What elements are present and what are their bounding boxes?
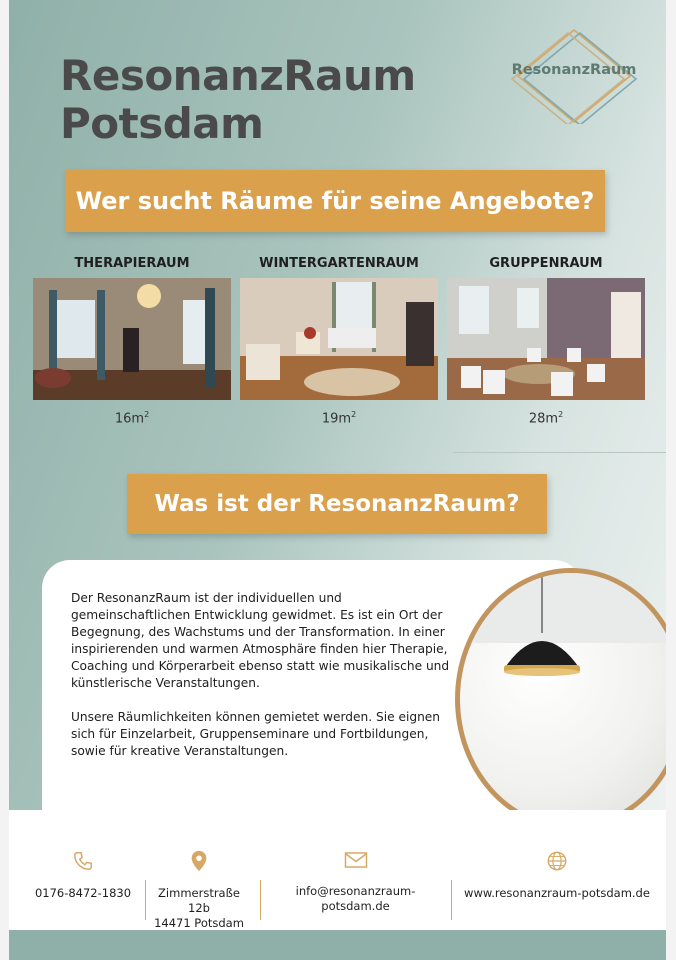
phone-link[interactable]: 0176-8472-1830 (34, 886, 132, 900)
page-title (60, 52, 416, 148)
address-city: 14471 Potsdam (154, 916, 244, 930)
about-banner: Was ist der ResonanzRaum? (127, 474, 547, 534)
address-street: Zimmerstraße 12b (158, 886, 240, 915)
envelope-icon (344, 850, 368, 870)
email-link[interactable]: info@resonanzraum-potsdam.de (295, 884, 416, 913)
title-line-1: ResonanzRaum (60, 51, 416, 100)
contact-phone (27, 850, 139, 901)
footer-separator (145, 880, 146, 920)
room-name: THERAPIERAUM (74, 256, 190, 271)
room-card-group (447, 256, 645, 426)
info-paragraph-2: Unsere Räumlichkeiten können gemietet werden. Sie eignen sich für Einzelarbeit, Gruppenseminare und Fortbildungen, sowie für kreative Veranstaltungen. (71, 710, 441, 758)
phone-icon (72, 850, 94, 872)
room-photo (240, 278, 438, 400)
room-name: WINTERGARTENRAUM (259, 256, 419, 271)
room-size: $28m^2$ (528, 410, 564, 427)
contact-email (263, 850, 448, 914)
logo-text: ResonanzRaum (511, 62, 637, 78)
room-photo (33, 278, 231, 400)
room-size: $16m^2$ (114, 410, 150, 427)
info-text (71, 590, 451, 777)
rooms-question-banner: Wer sucht Räume für seine Angebote? (65, 170, 605, 232)
room-card-wintergarden (240, 256, 438, 426)
footer-separator (451, 880, 452, 920)
contact-footer (9, 810, 666, 930)
bottom-band (9, 930, 666, 960)
room-name: GRUPPENRAUM (489, 256, 603, 271)
flyer-page (9, 0, 666, 960)
title-line-2: Potsdam (60, 99, 264, 148)
website-link[interactable]: www.resonanzraum-potsdam.de (464, 886, 650, 900)
location-pin-icon (189, 850, 209, 872)
footer-separator (260, 880, 261, 920)
brand-logo (504, 28, 644, 124)
contact-website (457, 850, 657, 901)
room-size: $19m^2$ (321, 410, 357, 427)
contact-address (147, 850, 251, 931)
globe-icon (546, 850, 568, 872)
info-paragraph-1: Der ResonanzRaum ist der individuellen und gemeinschaftlichen Entwicklung gewidmet. Es ist ein Ort der Begegnung, des Wachstums und der Transformation. In einer inspirierenden und warmen Atmosphäre finden hier Therapie, Coaching und Körperarbeit ebenso statt wie musikalische und künstlerische Veranstaltungen. (71, 591, 450, 690)
room-photo (447, 278, 645, 400)
room-card-therapy (33, 256, 231, 426)
section-divider (453, 452, 666, 453)
